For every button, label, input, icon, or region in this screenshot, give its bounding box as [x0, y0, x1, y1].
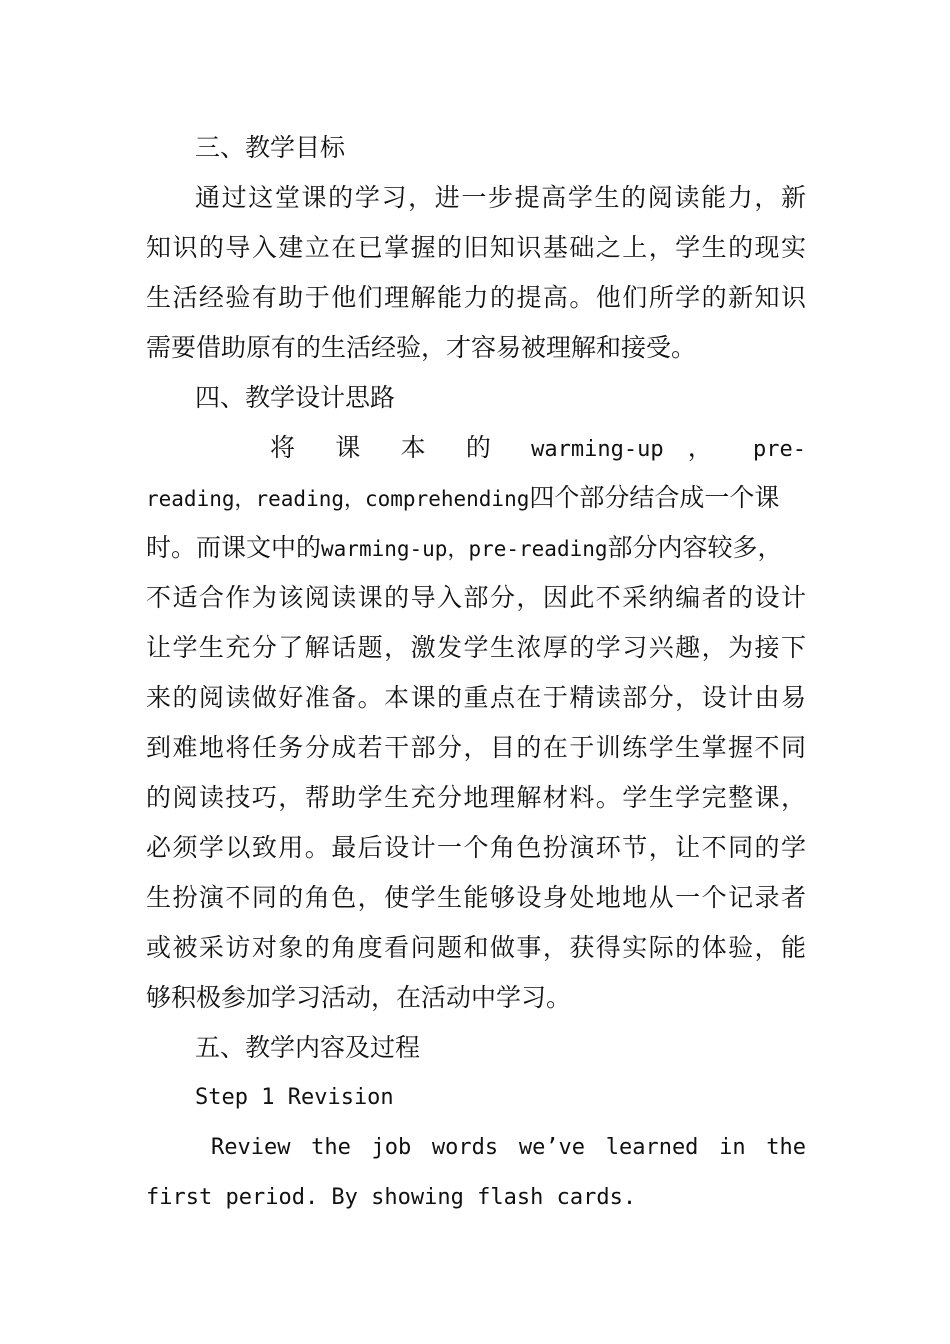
paragraph-line: Review the job words we’ve learned in the: [211, 1135, 806, 1160]
paragraph-line: 通过这堂课的学习，进一步提高学生的阅读能力，新: [195, 183, 806, 212]
chinese-text: 时。而课文中的: [146, 533, 322, 562]
paragraph-line: 必须学以致用。最后设计一个角色扮演环节，让不同的学: [146, 833, 806, 862]
word: 将: [270, 433, 312, 462]
paragraph-line: 的阅读技巧，帮助学生充分地理解材料。学生学完整课，: [146, 783, 806, 812]
paragraph-line: 到难地将任务分成若干部分，目的在于训练学生掌握不同: [146, 733, 806, 762]
paragraph-line: first period. By showing flash cards.: [146, 1185, 637, 1210]
english-text: reading，reading，comprehending: [146, 487, 530, 511]
paragraph-line: 够积极参加学习活动，在活动中学习。: [146, 983, 572, 1012]
paragraph-line: 或被采访对象的角度看问题和做事，获得实际的体验，能: [146, 933, 806, 962]
paragraph-line: [146, 483, 806, 514]
section-3-heading: 三、教学目标: [195, 133, 346, 162]
section-5-heading: 五、教学内容及过程: [195, 1033, 421, 1062]
paragraph-line: 需要借助原有的生活经验，才容易被理解和接受。: [146, 333, 697, 362]
word: 本: [400, 433, 442, 462]
word: 的: [465, 433, 508, 462]
paragraph-line: 不适合作为该阅读课的导入部分，因此不采纳编者的设计: [146, 583, 806, 612]
word: pre-: [752, 437, 806, 462]
word: warming-up: [531, 437, 664, 462]
paragraph-line: 让学生充分了解话题，激发学生浓厚的学习兴趣，为接下: [146, 633, 806, 662]
section-4-heading: 四、教学设计思路: [195, 383, 396, 412]
word: 课: [335, 433, 377, 462]
paragraph-line: 知识的导入建立在已掌握的旧知识基础之上，学生的现实: [146, 233, 806, 262]
word: ，: [687, 433, 729, 462]
paragraph-line-spaced: [270, 433, 806, 465]
paragraph-line: 生活经验有助于他们理解能力的提高。他们所学的新知识: [146, 283, 806, 312]
paragraph-line: [146, 533, 806, 564]
chinese-text: 四个部分结合成一个课: [529, 483, 780, 512]
chinese-text: 部分内容较多，: [607, 533, 783, 562]
english-text: warming-up，pre-reading: [321, 537, 608, 561]
paragraph-line: 生扮演不同的角色，使学生能够设身处地地从一个记录者: [146, 883, 806, 912]
step-1-title: Step 1 Revision: [195, 1085, 394, 1110]
paragraph-line: 来的阅读做好准备。本课的重点在于精读部分，设计由易: [146, 683, 806, 712]
